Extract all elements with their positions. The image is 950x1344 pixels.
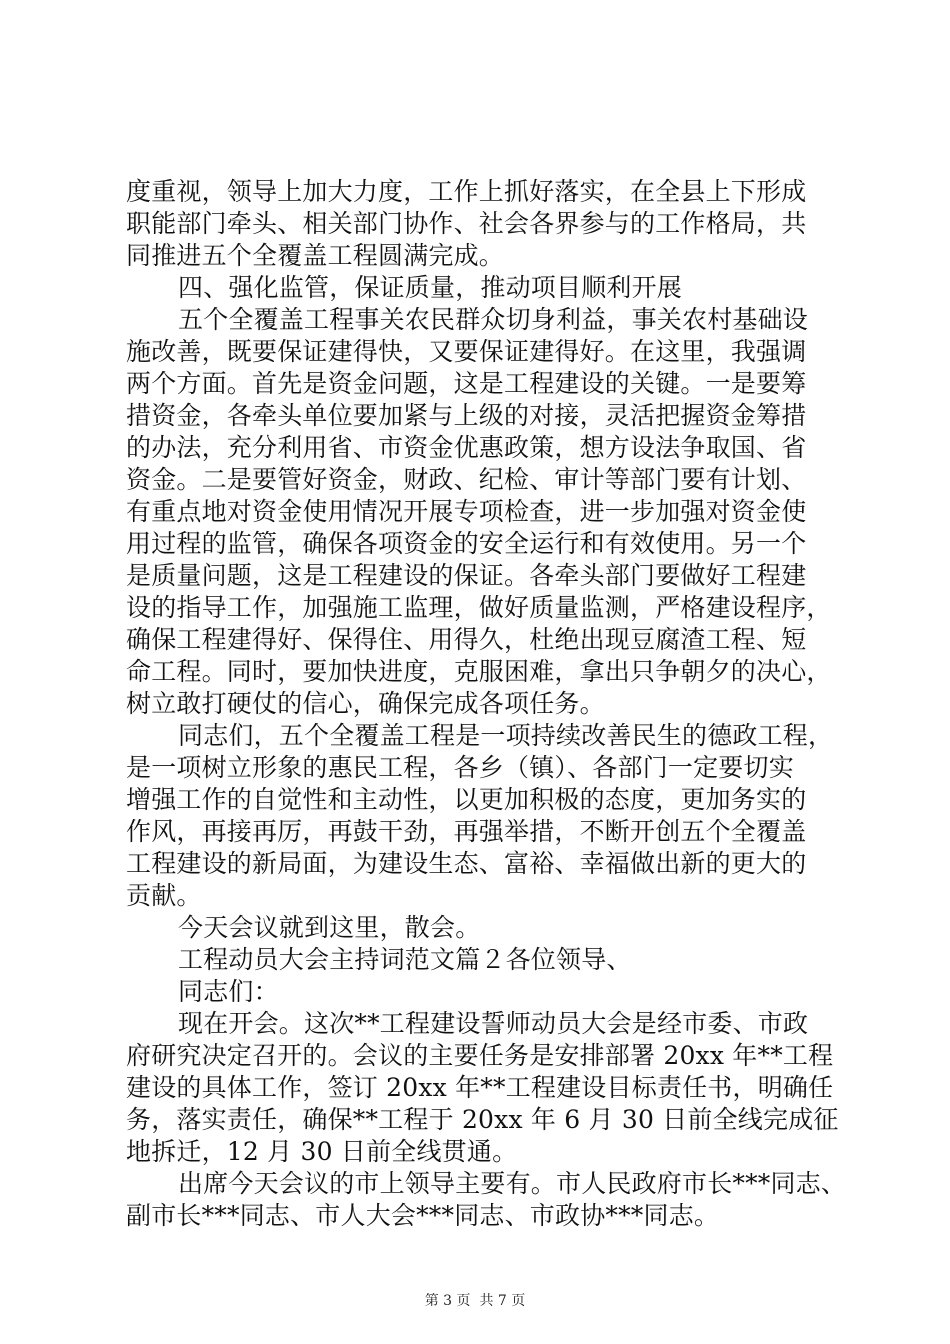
text-line: 同志们： <box>178 977 279 1006</box>
text-line: 用过程的监管，确保各项资金的安全运行和有效使用。另一个 <box>126 529 807 558</box>
text-line: 府研究决定召开的。会议的主要任务是安排部署 20xx 年**工程 <box>126 1041 834 1070</box>
text-line: 五个全覆盖工程事关农民群众切身利益，事关农村基础设 <box>178 305 809 334</box>
text-line: 作风，再接再厉，再鼓干劲，再强举措，不断开创五个全覆盖 <box>126 817 807 846</box>
text-line: 职能部门牵头、相关部门协作、社会各界参与的工作格局，共 <box>126 209 807 238</box>
text-line: 措资金，各牵头单位要加紧与上级的对接，灵活把握资金筹措 <box>126 401 807 430</box>
text-line: 地拆迁，12 月 30 日前全线贯通。 <box>126 1137 518 1166</box>
text-line: 施改善，既要保证建得快，又要保证建得好。在这里，我强调 <box>126 337 807 366</box>
text-line: 资金。二是要管好资金，财政、纪检、审计等部门要有计划、 <box>126 465 807 494</box>
text-line: 的办法，充分利用省、市资金优惠政策，想方设法争取国、省 <box>126 433 807 462</box>
text-line: 同志们，五个全覆盖工程是一项持续改善民生的德政工程， <box>178 721 834 750</box>
text-line: 增强工作的自觉性和主动性，以更加积极的态度，更加务实的 <box>126 785 807 814</box>
text-line: 工程建设的新局面，为建设生态、富裕、幸福做出新的更大的 <box>126 849 807 878</box>
text-line: 现在开会。这次**工程建设誓师动员大会是经市委、市政 <box>178 1009 809 1038</box>
text-line: 工程动员大会主持词范文篇２各位领导、 <box>178 945 632 974</box>
text-line: 两个方面。首先是资金问题，这是工程建设的关键。一是要筹 <box>126 369 807 398</box>
text-line: 出席今天会议的市上领导主要有。市人民政府市长***同志、 <box>178 1169 847 1198</box>
text-line: 同推进五个全覆盖工程圆满完成。 <box>126 241 505 270</box>
text-line: 确保工程建得好、保得住、用得久，杜绝出现豆腐渣工程、短 <box>126 625 807 654</box>
page-footer: 第 3 页 共 7 页 <box>424 1293 526 1309</box>
text-line: 贡献。 <box>126 881 202 910</box>
text-line: 命工程。同时，要加快进度，克服困难，拿出只争朝夕的决心， <box>126 657 832 686</box>
text-line: 树立敢打硬仗的信心，确保完成各项任务。 <box>126 689 605 718</box>
text-line: 务，落实责任，确保**工程于 20xx 年 6 月 30 日前全线完成征 <box>126 1105 839 1134</box>
section-heading: 四、强化监管，保证质量，推动项目顺利开展 <box>178 273 683 302</box>
text-line: 有重点地对资金使用情况开展专项检查，进一步加强对资金使 <box>126 497 807 526</box>
text-line: 是质量问题，这是工程建设的保证。各牵头部门要做好工程建 <box>126 561 807 590</box>
text-line: 今天会议就到这里，散会。 <box>178 913 481 942</box>
text-line: 是一项树立形象的惠民工程，各乡（镇）、各部门一定要切实 <box>126 753 794 782</box>
text-line: 建设的具体工作，签订 20xx 年**工程建设目标责任书，明确任 <box>126 1073 834 1102</box>
text-line: 副市长***同志、市人大会***同志、市政协***同志。 <box>126 1201 720 1230</box>
text-line: 度重视，领导上加大力度，工作上抓好落实，在全县上下形成 <box>126 177 807 206</box>
text-line: 设的指导工作，加强施工监理，做好质量监测，严格建设程序， <box>126 593 832 622</box>
